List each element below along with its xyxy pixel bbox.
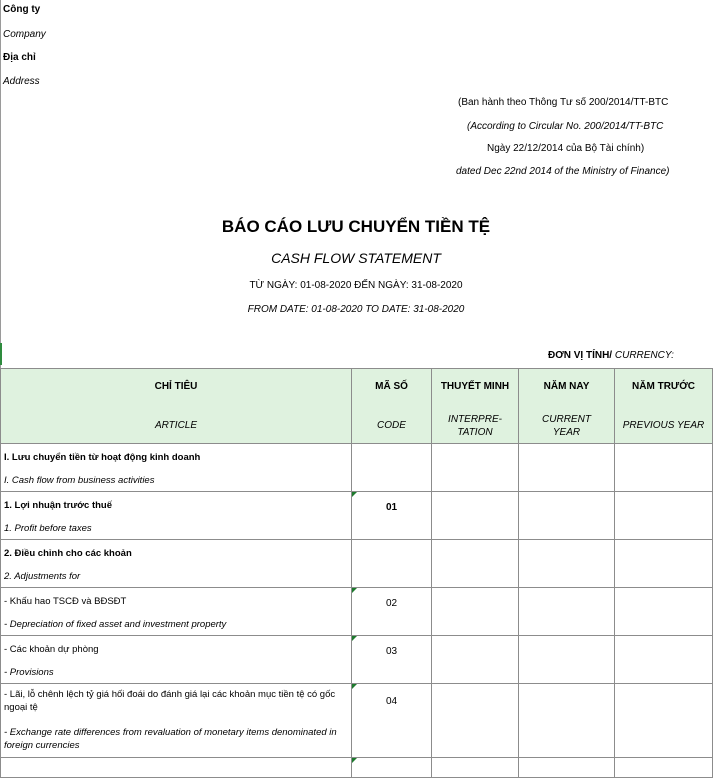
code-cell[interactable]	[352, 492, 432, 540]
table-row	[1, 636, 713, 684]
column-header-vi: NĂM NAY	[543, 381, 590, 392]
interpretation-cell[interactable]	[432, 444, 519, 492]
article-cell[interactable]	[1, 492, 352, 540]
company-label-en: Company	[3, 29, 46, 40]
column-header-vi: THUYẾT MINH	[440, 381, 510, 392]
report-title: BÁO CÁO LƯU CHUYỂN TIỀN TỆ	[221, 217, 491, 236]
column-header-article[interactable]	[1, 369, 352, 444]
code-value: 02	[385, 598, 398, 609]
article-label-vi: - Khấu hao TSCĐ và BĐSĐT	[4, 596, 127, 607]
article-label-en: I. Cash flow from business activities	[4, 475, 155, 486]
current-year-cell[interactable]	[519, 540, 615, 588]
current-year-cell[interactable]	[519, 758, 615, 778]
currency-label	[548, 350, 674, 361]
address-label: Địa chỉ	[3, 52, 36, 63]
interpretation-cell[interactable]	[432, 758, 519, 778]
article-cell[interactable]	[1, 588, 352, 636]
previous-year-cell[interactable]	[615, 636, 713, 684]
article-label-en: 2. Adjustments for	[4, 571, 81, 582]
current-year-cell[interactable]	[519, 588, 615, 636]
circular-line-4: dated Dec 22nd 2014 of the Ministry of Finance)	[456, 166, 670, 177]
code-cell[interactable]	[352, 588, 432, 636]
column-header-vi: CHỈ TIÊU	[154, 381, 198, 392]
article-label-en: - Exchange rate differences from revaluation of monetary items denominated in foreign currencies	[4, 727, 337, 751]
cell-indicator	[352, 492, 357, 497]
report-period-en: FROM DATE: 01-08-2020 TO DATE: 31-08-2020	[247, 304, 465, 315]
code-value: 01	[385, 502, 398, 513]
row-selection-marker	[0, 343, 2, 365]
circular-line-1: (Ban hành theo Thông Tư số 200/2014/TT-BTC	[458, 97, 669, 108]
interpretation-cell[interactable]	[432, 684, 519, 758]
current-year-cell[interactable]	[519, 492, 615, 540]
article-label-vi: I. Lưu chuyển tiền từ hoạt động kinh doanh	[4, 452, 201, 463]
current-year-cell[interactable]	[519, 684, 615, 758]
article-label-vi: 1. Lợi nhuận trước thuế	[4, 500, 113, 511]
interpretation-cell[interactable]	[432, 492, 519, 540]
article-label-en: - Provisions	[4, 667, 54, 678]
column-header-interpretation[interactable]	[432, 369, 519, 444]
previous-year-cell[interactable]	[615, 684, 713, 758]
article-label-en: 1. Profit before taxes	[4, 523, 92, 534]
currency-label-en: CURRENCY:	[614, 350, 674, 361]
column-header-en: ARTICLE	[154, 420, 198, 431]
report-period: TỪ NGÀY: 01-08-2020 ĐẾN NGÀY: 31-08-2020	[249, 280, 463, 291]
previous-year-cell[interactable]	[615, 492, 713, 540]
company-label: Công ty	[3, 4, 41, 15]
previous-year-cell[interactable]	[615, 758, 713, 778]
previous-year-cell[interactable]	[615, 540, 713, 588]
cell-indicator	[352, 636, 357, 641]
interpretation-cell[interactable]	[432, 636, 519, 684]
column-header-en: CURRENT YEAR	[542, 414, 591, 438]
cash-flow-table	[0, 368, 713, 778]
code-cell[interactable]	[352, 540, 432, 588]
table-row-partial	[1, 758, 713, 778]
column-header-en: CODE	[377, 420, 406, 431]
column-header-en: PREVIOUS YEAR	[622, 420, 705, 431]
circular-line-3: Ngày 22/12/2014 của Bộ Tài chính)	[487, 143, 645, 154]
article-cell[interactable]	[1, 540, 352, 588]
interpretation-cell[interactable]	[432, 588, 519, 636]
current-year-cell[interactable]	[519, 636, 615, 684]
cell-indicator	[352, 588, 357, 593]
table-row	[1, 492, 713, 540]
circular-line-2: (According to Circular No. 200/2014/TT-BTC	[467, 121, 664, 132]
article-cell[interactable]	[1, 636, 352, 684]
address-label-en: Address	[3, 76, 40, 87]
article-cell[interactable]	[1, 758, 352, 778]
code-value: 03	[385, 646, 398, 657]
article-label-vi: 2. Điều chỉnh cho các khoản	[4, 548, 132, 559]
code-value: 04	[385, 696, 398, 707]
code-cell[interactable]	[352, 758, 432, 778]
report-title-en: CASH FLOW STATEMENT	[271, 250, 441, 266]
article-cell[interactable]	[1, 444, 352, 492]
column-header-en: INTERPRE- TATION	[448, 414, 502, 438]
cell-indicator	[352, 684, 357, 689]
table-row	[1, 540, 713, 588]
column-header-code[interactable]	[352, 369, 432, 444]
table-row	[1, 684, 713, 758]
column-header-vi: MÃ SỐ	[375, 381, 408, 392]
table-row	[1, 588, 713, 636]
article-label-vi: - Các khoản dự phòng	[4, 644, 99, 655]
cell-indicator	[352, 758, 357, 763]
column-header-previous-year[interactable]	[615, 369, 713, 444]
column-header-current-year[interactable]	[519, 369, 615, 444]
code-cell[interactable]	[352, 444, 432, 492]
code-cell[interactable]	[352, 684, 432, 758]
article-label-en: - Depreciation of fixed asset and investment property	[4, 619, 227, 630]
previous-year-cell[interactable]	[615, 588, 713, 636]
table-header-row	[1, 369, 713, 444]
current-year-cell[interactable]	[519, 444, 615, 492]
table-row	[1, 444, 713, 492]
currency-label-vi: ĐƠN VỊ TÍNH/	[548, 350, 613, 361]
article-label-vi: - Lãi, lỗ chênh lệch tỷ giá hối đoái do đánh giá lại các khoản mục tiền tệ có gốc ngoại tệ	[4, 689, 336, 713]
interpretation-cell[interactable]	[432, 540, 519, 588]
article-cell[interactable]	[1, 684, 352, 758]
column-header-vi: NĂM TRƯỚC	[632, 381, 695, 392]
previous-year-cell[interactable]	[615, 444, 713, 492]
code-cell[interactable]	[352, 636, 432, 684]
